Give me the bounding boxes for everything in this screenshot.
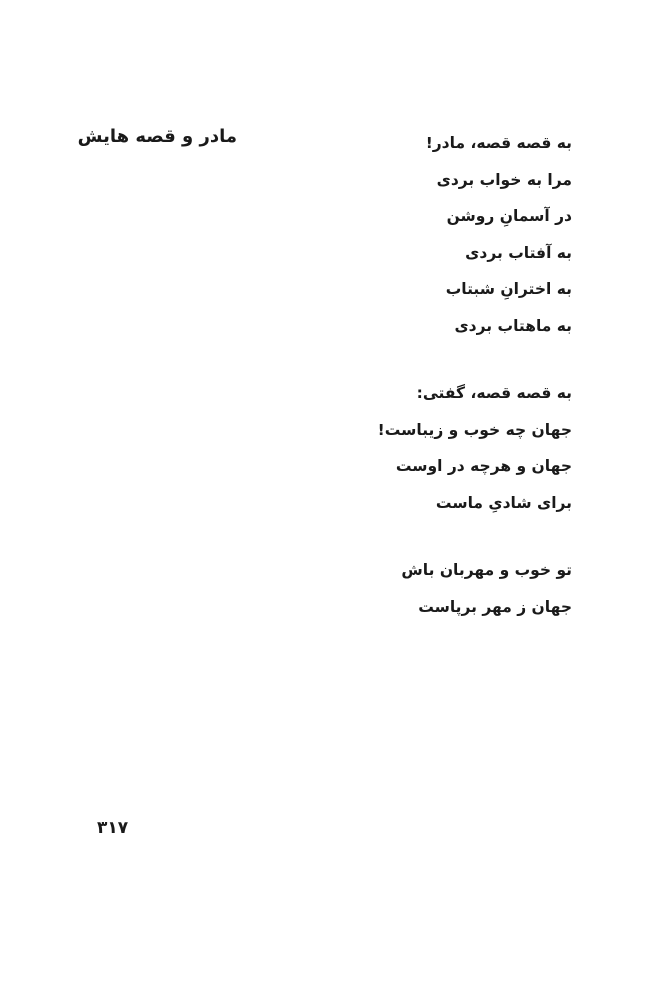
poem-line: جهان و هرچه در اوست (395, 457, 572, 475)
poem-line: در آسمانِ روشن (446, 207, 572, 225)
page-number: ۳۱۷ (97, 818, 129, 838)
stanza-2 (272, 375, 572, 521)
poem-line: تو خوب و مهربان باش (401, 561, 572, 579)
poem-line: مرا به خواب بردی (436, 170, 572, 189)
stanza-3 (272, 552, 572, 625)
poem-line: جهان چه خوب و زیباست! (377, 420, 572, 439)
poem-line: به قصه قصه، گفتی: (416, 384, 572, 402)
poem-line: به ماهتاب بردی (454, 316, 572, 335)
poem-line: برای شادیِ ماست (435, 493, 572, 512)
stanza-1 (272, 125, 572, 344)
poem-title: مادر و قصه هایش (77, 126, 237, 147)
poem-line: به اخترانِ شبتاب (445, 280, 572, 298)
poem-line: به قصه قصه، مادر! (425, 134, 572, 152)
poem-line: به آفتاب بردی (465, 243, 572, 262)
poem-line: جهان ز مهر برپاست (418, 597, 572, 616)
poem-body (272, 125, 572, 656)
